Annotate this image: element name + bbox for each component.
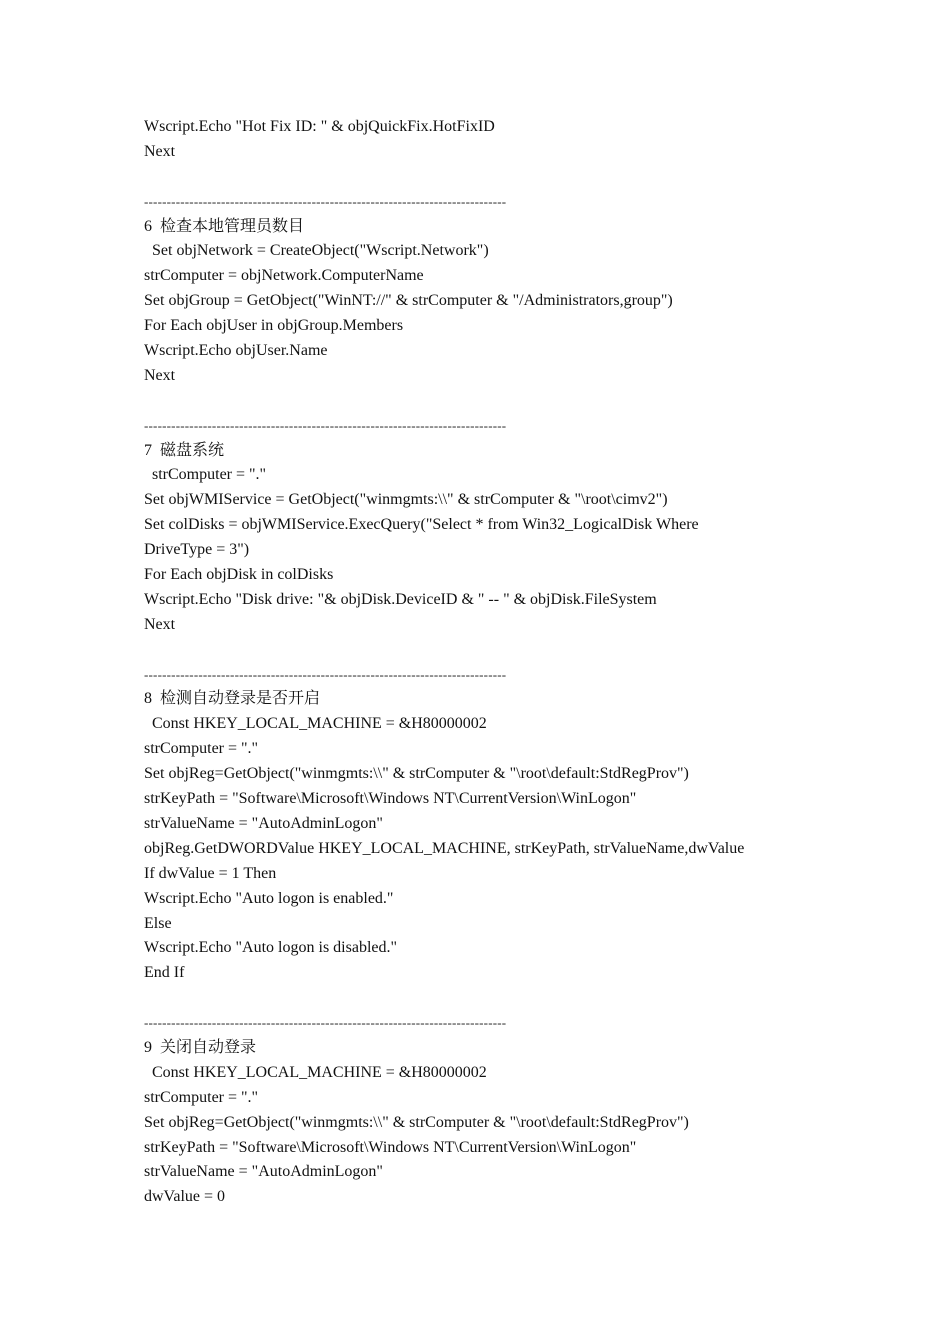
code-line: strComputer = "."	[144, 740, 259, 758]
code-line: Next	[144, 615, 176, 633]
code-line: strComputer = "."	[144, 1088, 259, 1106]
blank-line	[144, 638, 904, 663]
code-line: Wscript.Echo "Auto logon is disabled."	[144, 939, 398, 957]
code-line: Set objReg=GetObject("winmgmts:\\" & strComputer & "\root\default:StdRegProv")	[144, 765, 689, 783]
section-heading: 6 检查本地管理员数目	[144, 217, 305, 235]
section-heading: 8 检测自动登录是否开启	[144, 690, 321, 708]
code-line: Else	[144, 914, 172, 932]
code-line: Set colDisks = objWMIService.ExecQuery("Select * from Win32_LogicalDisk Where	[144, 516, 699, 534]
section-heading: 7 磁盘系统	[144, 441, 225, 459]
blank-line	[144, 389, 904, 414]
code-line: strValueName = "AutoAdminLogon"	[144, 814, 383, 832]
code-line: Set objWMIService = GetObject("winmgmts:\\" & strComputer & "\root\cimv2")	[144, 491, 668, 509]
code-line: strKeyPath = "Software\Microsoft\Windows NT\CurrentVersion\WinLogon"	[144, 790, 637, 808]
section-separator: --------------------------------------------------------------------------------	[144, 417, 507, 433]
code-line: DriveType = 3")	[144, 541, 250, 559]
code-line: Const HKEY_LOCAL_MACHINE = &H80000002	[144, 715, 487, 733]
document-body	[144, 115, 904, 1210]
blank-line	[144, 986, 904, 1011]
code-line: Const HKEY_LOCAL_MACHINE = &H80000002	[144, 1063, 487, 1081]
code-line: Next	[144, 366, 176, 384]
code-line: Wscript.Echo "Hot Fix ID: " & objQuickFix.HotFixID	[144, 118, 495, 135]
blank-line	[144, 165, 904, 190]
code-line: objReg.GetDWORDValue HKEY_LOCAL_MACHINE, strKeyPath, strValueName,dwValue	[144, 839, 745, 857]
section-separator: --------------------------------------------------------------------------------	[144, 666, 507, 682]
code-line: Set objReg=GetObject("winmgmts:\\" & strComputer & "\root\default:StdRegProv")	[144, 1113, 689, 1131]
code-line: End If	[144, 964, 185, 982]
section-heading: 9 关闭自动登录	[144, 1038, 257, 1056]
code-line: If dwValue = 1 Then	[144, 864, 277, 882]
code-line: strComputer = objNetwork.ComputerName	[144, 267, 424, 285]
code-line: Wscript.Echo "Auto logon is enabled."	[144, 889, 394, 907]
code-line: Next	[144, 142, 176, 160]
code-line: Wscript.Echo objUser.Name	[144, 342, 328, 360]
code-line: For Each objUser in objGroup.Members	[144, 317, 404, 335]
code-line: Wscript.Echo "Disk drive: "& objDisk.DeviceID & " -- " & objDisk.FileSystem	[144, 590, 657, 608]
code-line: strKeyPath = "Software\Microsoft\Windows NT\CurrentVersion\WinLogon"	[144, 1138, 637, 1156]
section-separator: --------------------------------------------------------------------------------	[144, 193, 507, 209]
code-line: Set objNetwork = CreateObject("Wscript.Network")	[144, 242, 489, 260]
code-line: For Each objDisk in colDisks	[144, 566, 334, 584]
code-line: Set objGroup = GetObject("WinNT://" & strComputer & "/Administrators,group")	[144, 292, 673, 310]
code-line: strComputer = "."	[144, 466, 267, 484]
section-separator: --------------------------------------------------------------------------------	[144, 1015, 507, 1031]
code-line: strValueName = "AutoAdminLogon"	[144, 1163, 383, 1181]
code-line: dwValue = 0	[144, 1188, 226, 1206]
